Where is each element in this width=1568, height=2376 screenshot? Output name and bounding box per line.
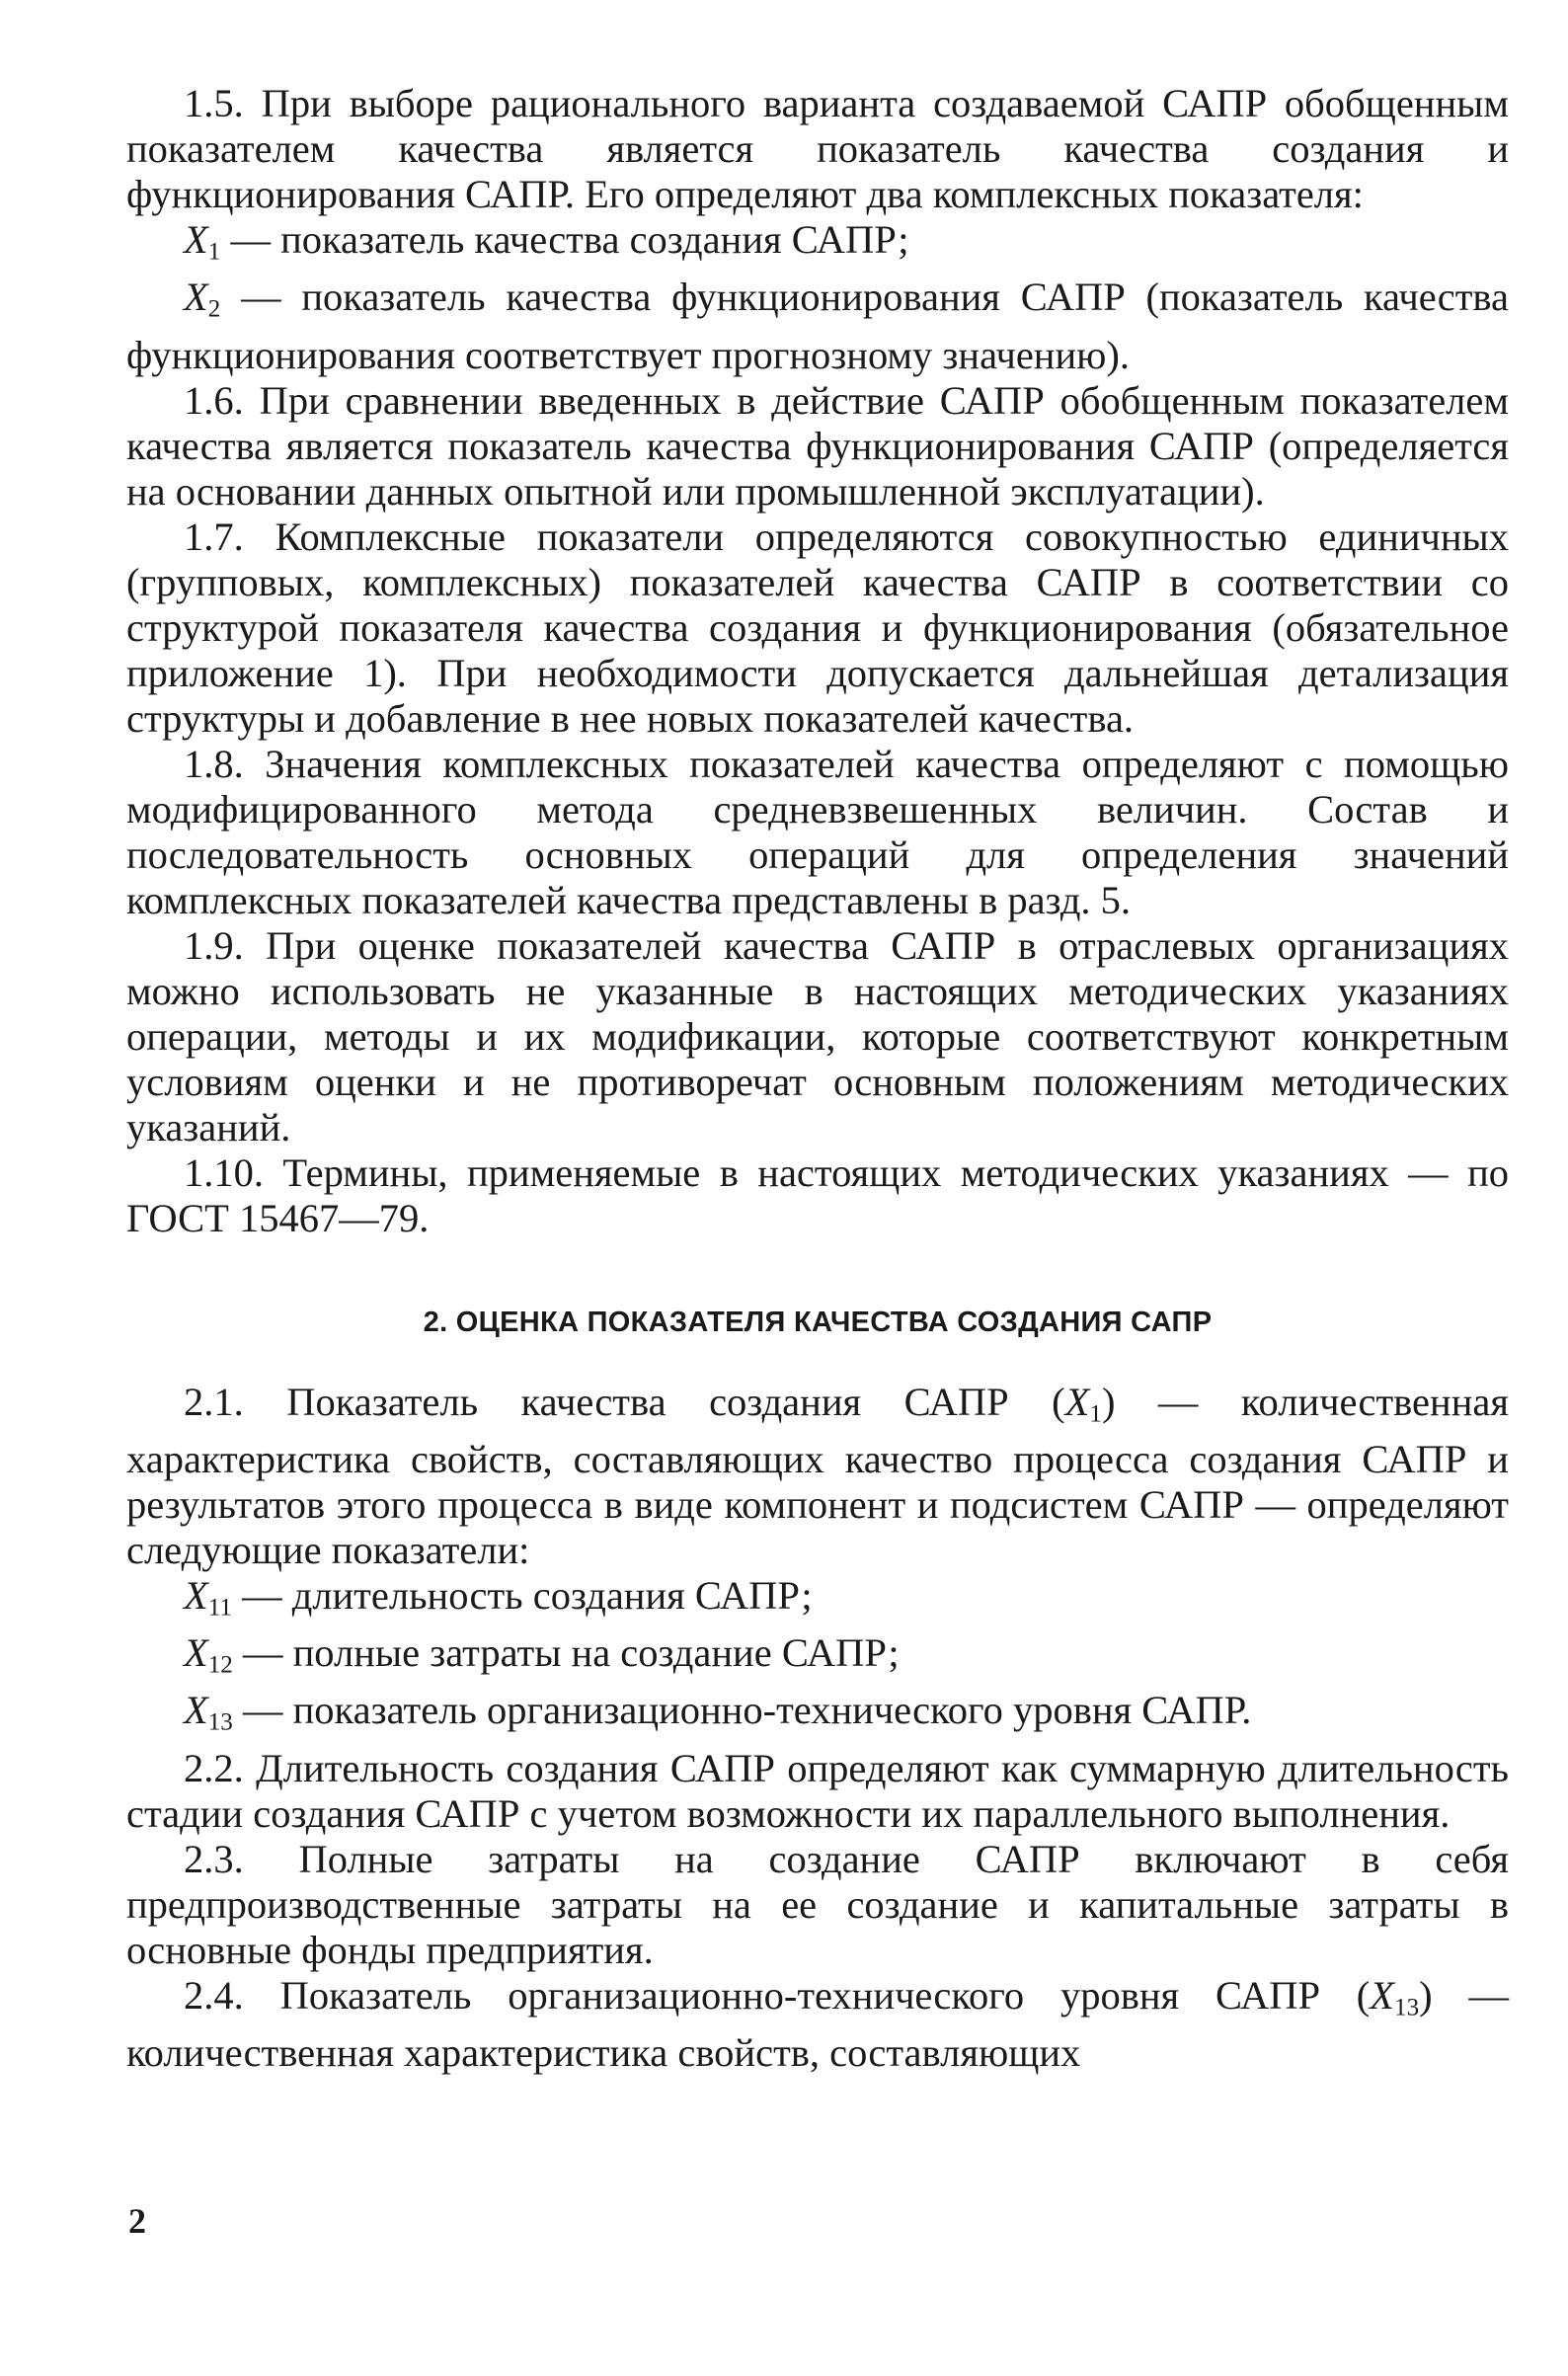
paragraph-1-8: 1.8. Значения комплексных показателей качества определяют с помощью модифицированного метода средневзвешенных величин. Состав и последовательность основных операций для определения значений комплексных показателей качества представлены в разд. 5. <box>126 741 1509 922</box>
page-number: 2 <box>128 2201 146 2241</box>
symbol-x1: $X_1$ <box>184 217 221 266</box>
definition-x2: $X_2$ — показатель качества функционирования САПР (показатель качества функционирования соответствует прогнозному значению). <box>126 275 1509 377</box>
symbol-x12: $X_{12}$ <box>184 1630 233 1679</box>
symbol-x2: $X_2$ <box>184 275 221 323</box>
definition-x11: $X_{11}$ — длительность создания САПР; <box>184 1572 813 1622</box>
symbol-x1-inline: $X_1$ <box>1064 1379 1102 1427</box>
paragraph-2-2: 2.2. Длительность создания САПР определяют как суммарную длительность стадии создания САПР с учетом возможности их параллельного выполнения. <box>126 1745 1509 1836</box>
definition-x12: $X_{12}$ — полные затраты на создание САПР; <box>184 1630 900 1679</box>
paragraph-1-7: 1.7. Комплексные показатели определяются совокупностью единичных (групповых, комплексных) показателей качества САПР в соответствии со структурой показателя качества создания и функционирования (обязательное приложение 1). При необходимости допускается дальнейшая детализация структуры и добавление в нее новых показателей качества. <box>126 514 1509 741</box>
paragraph-1-6: 1.6. При сравнении введенных в действие САПР обобщенным показателем качества является показатель качества функционирования САПР (определяется на основании данных опытной или промышленной эксплуатации). <box>126 377 1509 514</box>
definition-x13: $X_{13}$ — показатель организационно-технического уровня САПР. <box>184 1688 1252 1736</box>
symbol-x11: $X_{11}$ <box>184 1572 232 1622</box>
symbol-x13-inline: $X_{13}$ <box>1370 1972 1420 2020</box>
symbol-x13: $X_{13}$ <box>184 1688 233 1736</box>
paragraph-1-5: 1.5. При выборе рационального варианта создаваемой САПР обобщенным показателем качества является показатель качества создания и функционирования САПР. Его определяют два комплексных показателя: <box>126 81 1509 216</box>
definition-x1: $X_1$ — показатель качества создания САПР; <box>184 217 909 266</box>
paragraph-1-10: 1.10. Термины, применяемые в настоящих методических указаниях — по ГОСТ 15467—79. <box>126 1149 1509 1240</box>
paragraph-2-3: 2.3. Полные затраты на создание САПР включают в себя предпроизводственные затраты на ее создание и капитальные затраты в основные фонды предприятия. <box>126 1836 1509 1972</box>
paragraph-2-4: 2.4. Показатель организационно-технического уровня САПР $(X_{13})$ — количественная характеристика свойств, составляющих <box>126 1972 1509 2075</box>
paragraph-2-1: 2.1. Показатель качества создания САПР $(X_1)$ — количественная характеристика свойств, составляющих качество процесса создания САПР и результатов этого процесса в виде компонент и подсистем САПР — определяют следующие показатели: <box>126 1379 1509 1572</box>
document-page <box>126 81 1509 2076</box>
paragraph-1-9: 1.9. При оценке показателей качества САПР в отраслевых организациях можно использовать не указанные в настоящих методических указаниях операции, методы и их модификации, которые соответствуют конкретным условиям оценки и не противоречат основным положениям методических указаний. <box>126 922 1509 1149</box>
section-heading: 2. ОЦЕНКА ПОКАЗАТЕЛЯ КАЧЕСТВА СОЗДАНИЯ САПР <box>423 1306 1213 1338</box>
